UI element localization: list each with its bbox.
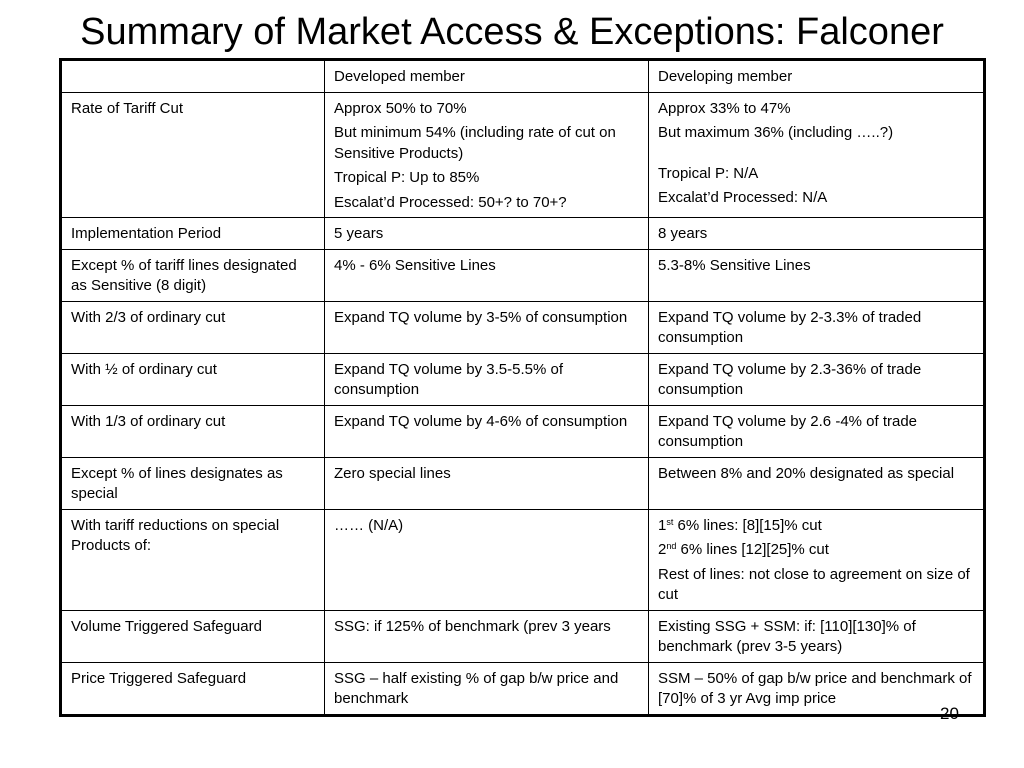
cell-line: Excalat’d Processed: N/A bbox=[658, 189, 828, 206]
table-row bbox=[61, 353, 985, 405]
row-label: Rate of Tariff Cut bbox=[61, 92, 325, 218]
cell-line-text: 6% lines [12][25]% cut bbox=[676, 541, 829, 558]
cell-line: But maximum 36% (including …..?) bbox=[658, 124, 894, 141]
developed-cell: Zero special lines bbox=[325, 457, 649, 509]
cell-line: Rest of lines: not close to agreement on size of cut bbox=[658, 565, 970, 603]
developing-cell bbox=[649, 509, 985, 610]
developing-cell bbox=[649, 92, 985, 218]
developed-cell: SSG: if 125% of benchmark (prev 3 years bbox=[325, 610, 649, 662]
developed-cell: 5 years bbox=[325, 218, 649, 250]
table-row bbox=[61, 457, 985, 509]
row-label: Price Triggered Safeguard bbox=[61, 662, 325, 715]
ordinal-number: 1 bbox=[658, 516, 667, 534]
developing-cell: Existing SSG + SSM: if: [110][130]% of benchmark (prev 3-5 years) bbox=[649, 610, 985, 662]
header-cell-developing: Developing member bbox=[649, 60, 985, 93]
header-cell-blank bbox=[61, 60, 325, 93]
ordinal-number: 2 bbox=[658, 541, 667, 558]
table-header-row bbox=[61, 60, 985, 93]
cell-line: Approx 33% to 47% bbox=[658, 99, 791, 117]
developing-cell: Expand TQ volume by 2-3.3% of traded consumption bbox=[649, 301, 985, 353]
table-row bbox=[61, 610, 985, 662]
page-number: 20 bbox=[940, 704, 959, 723]
row-label: With ½ of ordinary cut bbox=[61, 353, 325, 405]
cell-line bbox=[658, 540, 974, 561]
developed-cell: …… (N/A) bbox=[325, 509, 649, 610]
cell-line bbox=[658, 516, 974, 537]
summary-table bbox=[59, 58, 986, 717]
row-label: With 2/3 of ordinary cut bbox=[61, 301, 325, 353]
header-cell-developed: Developed member bbox=[325, 60, 649, 93]
ordinal-suffix: st bbox=[666, 516, 674, 527]
table-row bbox=[61, 301, 985, 353]
table-row bbox=[61, 92, 985, 218]
cell-line: Approx 50% to 70% bbox=[334, 99, 467, 117]
developed-cell: SSG – half existing % of gap b/w price and benchmark bbox=[325, 662, 649, 715]
cell-line: But minimum 54% (including rate of cut on Sensitive Products) bbox=[334, 124, 616, 162]
row-label: With tariff reductions on special Products of: bbox=[61, 509, 325, 610]
table-row bbox=[61, 509, 985, 610]
row-label: Implementation Period bbox=[61, 218, 325, 250]
cell-line: Escalat’d Processed: 50+? to 70+? bbox=[334, 193, 567, 211]
row-label: Except % of lines designates as special bbox=[61, 457, 325, 509]
developed-cell: 4% - 6% Sensitive Lines bbox=[325, 249, 649, 301]
table-row bbox=[61, 662, 985, 715]
row-label: Volume Triggered Safeguard bbox=[61, 610, 325, 662]
developed-cell: Expand TQ volume by 4-6% of consumption bbox=[325, 405, 649, 457]
developing-cell: 8 years bbox=[649, 218, 985, 250]
table-row bbox=[61, 249, 985, 301]
table-row bbox=[61, 405, 985, 457]
developing-cell: Between 8% and 20% designated as special bbox=[649, 457, 985, 509]
developing-cell: 5.3-8% Sensitive Lines bbox=[649, 249, 985, 301]
row-label: Except % of tariff lines designated as Sensitive (8 digit) bbox=[61, 249, 325, 301]
developing-cell: Expand TQ volume by 2.3-36% of trade consumption bbox=[649, 353, 985, 405]
developed-cell: Expand TQ volume by 3.5-5.5% of consumption bbox=[325, 353, 649, 405]
table-row bbox=[61, 218, 985, 250]
slide-title: Summary of Market Access & Exceptions: Falconer bbox=[80, 11, 944, 53]
cell-line: Tropical P: N/A bbox=[658, 164, 759, 182]
cell-line: Tropical P: Up to 85% bbox=[334, 169, 480, 186]
developed-cell: Expand TQ volume by 3-5% of consumption bbox=[325, 301, 649, 353]
row-label: With 1/3 of ordinary cut bbox=[61, 405, 325, 457]
developing-cell: SSM – 50% of gap b/w price and benchmark of [70]% of 3 yr Avg imp price bbox=[649, 662, 985, 715]
developed-cell bbox=[325, 92, 649, 218]
developing-cell: Expand TQ volume by 2.6 -4% of trade consumption bbox=[649, 405, 985, 457]
ordinal-suffix: nd bbox=[666, 541, 677, 551]
cell-line-text: 6% lines: [8][15]% cut bbox=[673, 516, 822, 534]
